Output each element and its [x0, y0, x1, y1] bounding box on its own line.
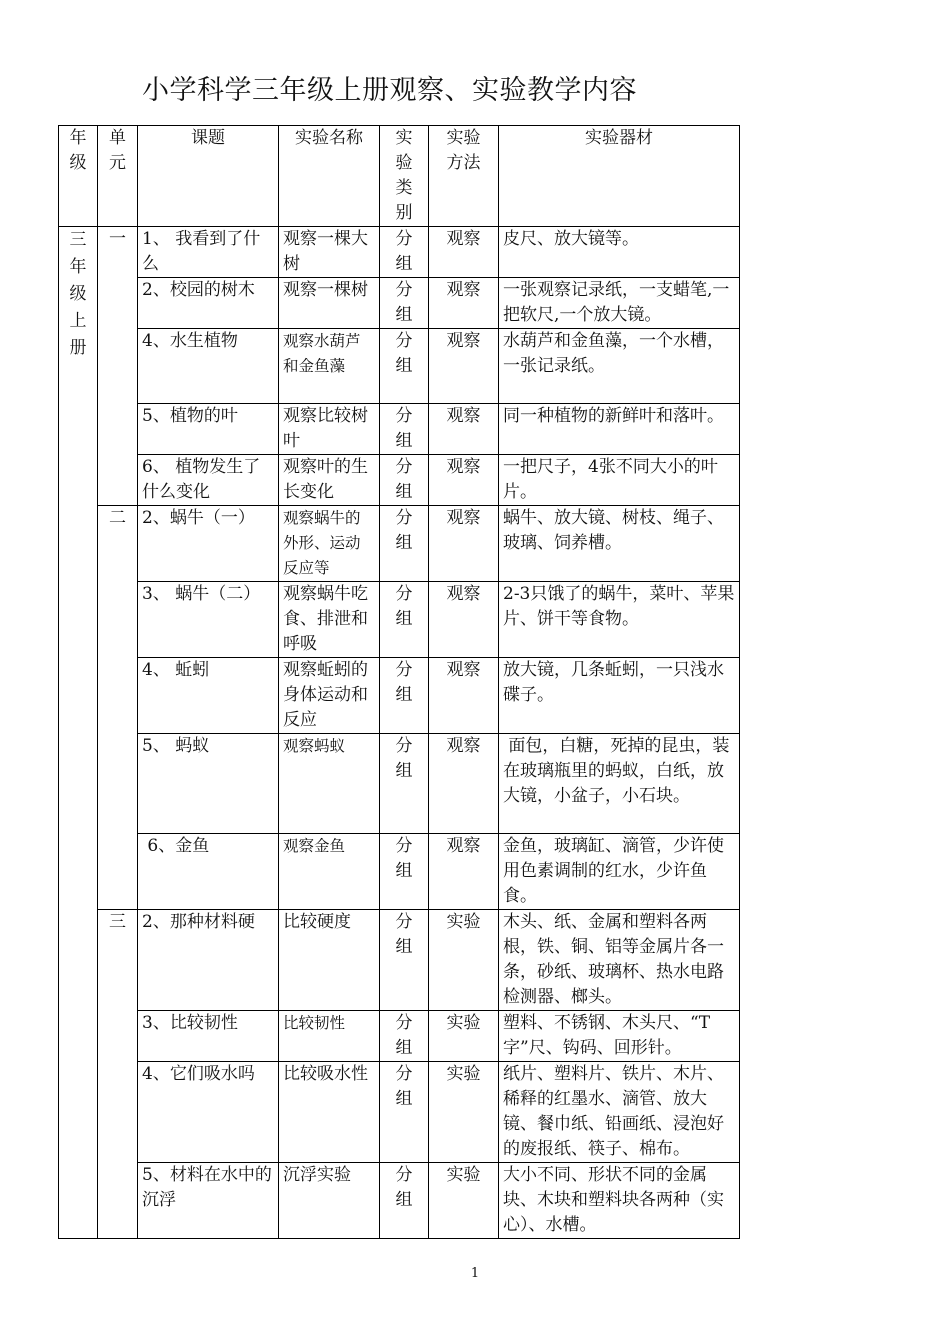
- topic-cell: 6、 植物发生了什么变化: [138, 455, 279, 506]
- experiment-type-label: 分 组: [395, 457, 413, 502]
- grade-cell: [59, 227, 98, 1239]
- experiment-type-cell: [380, 658, 429, 734]
- experiment-type-cell: [380, 1163, 429, 1239]
- table-row: [59, 506, 740, 582]
- equipment-cell: 一把尺子，4张不同大小的叶片。: [499, 455, 740, 506]
- equipment-cell: 木头、纸、金属和塑料各两根，铁、铜、铝等金属片各一条，砂纸、玻璃杯、热水电路检测器、榔头。: [499, 910, 740, 1011]
- experiment-name-cell: 观察叶的生长变化: [279, 455, 380, 506]
- experiment-type-cell: [380, 455, 429, 506]
- experiment-method-cell: 观察: [429, 734, 499, 834]
- experiment-method-cell: 观察: [429, 404, 499, 455]
- header-experiment-name: 实验名称: [279, 126, 380, 227]
- experiment-method-cell: 观察: [429, 506, 499, 582]
- unit-cell: 一: [98, 227, 138, 506]
- table-row: [59, 658, 740, 734]
- experiment-type-cell: [380, 834, 429, 910]
- page-number: 1: [470, 1266, 480, 1281]
- table-row: [59, 227, 740, 278]
- experiment-type-label: 分 组: [395, 1064, 413, 1109]
- experiment-method-cell: 实验: [429, 1163, 499, 1239]
- experiment-type-cell: [380, 329, 429, 404]
- experiment-type-cell: [380, 734, 429, 834]
- experiment-name-cell: 沉浮实验: [279, 1163, 380, 1239]
- equipment-cell: 蜗牛、放大镜、树枝、绳子、玻璃、饲养槽。: [499, 506, 740, 582]
- unit-cell: 二: [98, 506, 138, 910]
- experiment-name-cell: 比较硬度: [279, 910, 380, 1011]
- experiment-method-cell: 实验: [429, 910, 499, 1011]
- topic-cell: 6、金鱼: [138, 834, 279, 910]
- experiment-type-cell: [380, 506, 429, 582]
- experiment-name-cell: 观察蜗牛吃食、排泄和呼吸: [279, 582, 380, 658]
- topic-cell: 3、 蜗牛（二）: [138, 582, 279, 658]
- topic-cell: 2、校园的树木: [138, 278, 279, 329]
- experiment-type-cell: [380, 582, 429, 658]
- topic-cell: 5、材料在水中的沉浮: [138, 1163, 279, 1239]
- equipment-cell: 水葫芦和金鱼藻，一个水槽，一张记录纸。: [499, 329, 740, 404]
- experiment-method-cell: 观察: [429, 658, 499, 734]
- experiment-type-label: 分 组: [395, 331, 413, 376]
- experiment-type-label: 分 组: [395, 1165, 413, 1210]
- table-row: [59, 1062, 740, 1163]
- page-title: 小学科学三年级上册观察、实验教学内容: [142, 75, 637, 106]
- topic-cell: 4、水生植物: [138, 329, 279, 404]
- experiment-type-label: 分 组: [395, 584, 413, 629]
- table-row: [59, 278, 740, 329]
- header-unit: 单 元: [98, 126, 138, 227]
- equipment-cell: 皮尺、放大镜等。: [499, 227, 740, 278]
- experiment-type-label: 分 组: [395, 229, 413, 274]
- experiment-method-cell: 观察: [429, 227, 499, 278]
- experiment-type-label: 分 组: [395, 1013, 413, 1058]
- table-row: [59, 910, 740, 1011]
- table-row: [59, 1163, 740, 1239]
- topic-cell: 1、 我看到了什么: [138, 227, 279, 278]
- experiment-name-cell: 观察比较树叶: [279, 404, 380, 455]
- equipment-cell: 2-3只饿了的蜗牛，菜叶、苹果片、饼干等食物。: [499, 582, 740, 658]
- experiment-type-label: 分 组: [395, 508, 413, 553]
- unit-cell: 三: [98, 910, 138, 1239]
- table-row: [59, 582, 740, 658]
- equipment-cell: 放大镜，几条蚯蚓，一只浅水碟子。: [499, 658, 740, 734]
- experiment-table: [58, 125, 740, 1239]
- experiment-name-cell: 比较韧性: [279, 1011, 380, 1062]
- experiment-name-cell: 观察金鱼: [279, 834, 380, 910]
- table-row: [59, 455, 740, 506]
- experiment-method-cell: 观察: [429, 329, 499, 404]
- header-topic: 课题: [138, 126, 279, 227]
- experiment-type-cell: [380, 1011, 429, 1062]
- experiment-method-cell: 观察: [429, 834, 499, 910]
- experiment-type-label: 分 组: [395, 912, 413, 957]
- experiment-method-cell: 实验: [429, 1011, 499, 1062]
- experiment-type-label: 分 组: [395, 836, 413, 881]
- experiment-type-cell: [380, 404, 429, 455]
- grade-label: 三 年 级 上 册: [69, 230, 87, 358]
- experiment-type-label: 分 组: [395, 280, 413, 325]
- header-equipment: 实验器材: [499, 126, 740, 227]
- table-row: [59, 734, 740, 834]
- equipment-cell: 金鱼，玻璃缸、滴管，少许使用色素调制的红水，少许鱼食。: [499, 834, 740, 910]
- experiment-name-cell: 观察一棵大树: [279, 227, 380, 278]
- experiment-method-cell: 观察: [429, 278, 499, 329]
- equipment-cell: 塑料、不锈钢、木头尺、“T字”尺、钩码、回形针。: [499, 1011, 740, 1062]
- equipment-cell: 一张观察记录纸，一支蜡笔,一把软尺,一个放大镜。: [499, 278, 740, 329]
- table-row: [59, 404, 740, 455]
- experiment-type-label: 分 组: [395, 660, 413, 705]
- topic-cell: 5、 蚂蚁: [138, 734, 279, 834]
- topic-cell: 2、那种材料硬: [138, 910, 279, 1011]
- equipment-cell: 大小不同、形状不同的金属块、木块和塑料块各两种（实心）、水槽。: [499, 1163, 740, 1239]
- header-experiment-method: 实验 方法: [429, 126, 499, 227]
- experiment-name-cell: 观察蚯蚓的身体运动和反应: [279, 658, 380, 734]
- topic-cell: 2、蜗牛（一）: [138, 506, 279, 582]
- topic-cell: 3、比较韧性: [138, 1011, 279, 1062]
- experiment-type-label: 分 组: [395, 406, 413, 451]
- topic-cell: 5、植物的叶: [138, 404, 279, 455]
- experiment-name-cell: 观察水葫芦和金鱼藻: [279, 329, 380, 404]
- experiment-name-cell: 比较吸水性: [279, 1062, 380, 1163]
- experiment-type-cell: [380, 1062, 429, 1163]
- experiment-method-cell: 观察: [429, 582, 499, 658]
- equipment-cell: 面包，白糖，死掉的昆虫，装在玻璃瓶里的蚂蚁，白纸，放大镜，小盆子，小石块。: [499, 734, 740, 834]
- experiment-method-cell: 实验: [429, 1062, 499, 1163]
- experiment-name-cell: 观察蚂蚁: [279, 734, 380, 834]
- header-experiment-type: 实 验 类 别: [380, 126, 429, 227]
- experiment-type-label: 分 组: [395, 736, 413, 781]
- topic-cell: 4、它们吸水吗: [138, 1062, 279, 1163]
- table-row: [59, 1011, 740, 1062]
- experiment-name-cell: 观察一棵树: [279, 278, 380, 329]
- experiment-type-cell: [380, 227, 429, 278]
- header-grade: 年 级: [59, 126, 98, 227]
- experiment-name-cell: 观察蜗牛的外形、运动反应等: [279, 506, 380, 582]
- table-row: [59, 834, 740, 910]
- topic-cell: 4、 蚯蚓: [138, 658, 279, 734]
- experiment-type-cell: [380, 910, 429, 1011]
- equipment-cell: 纸片、塑料片、铁片、木片、稀释的红墨水、滴管、放大镜、餐巾纸、铅画纸、浸泡好的废报纸、筷子、棉布。: [499, 1062, 740, 1163]
- header-row: [59, 126, 740, 227]
- equipment-cell: 同一种植物的新鲜叶和落叶。: [499, 404, 740, 455]
- table-row: [59, 329, 740, 404]
- experiment-method-cell: 观察: [429, 455, 499, 506]
- experiment-type-cell: [380, 278, 429, 329]
